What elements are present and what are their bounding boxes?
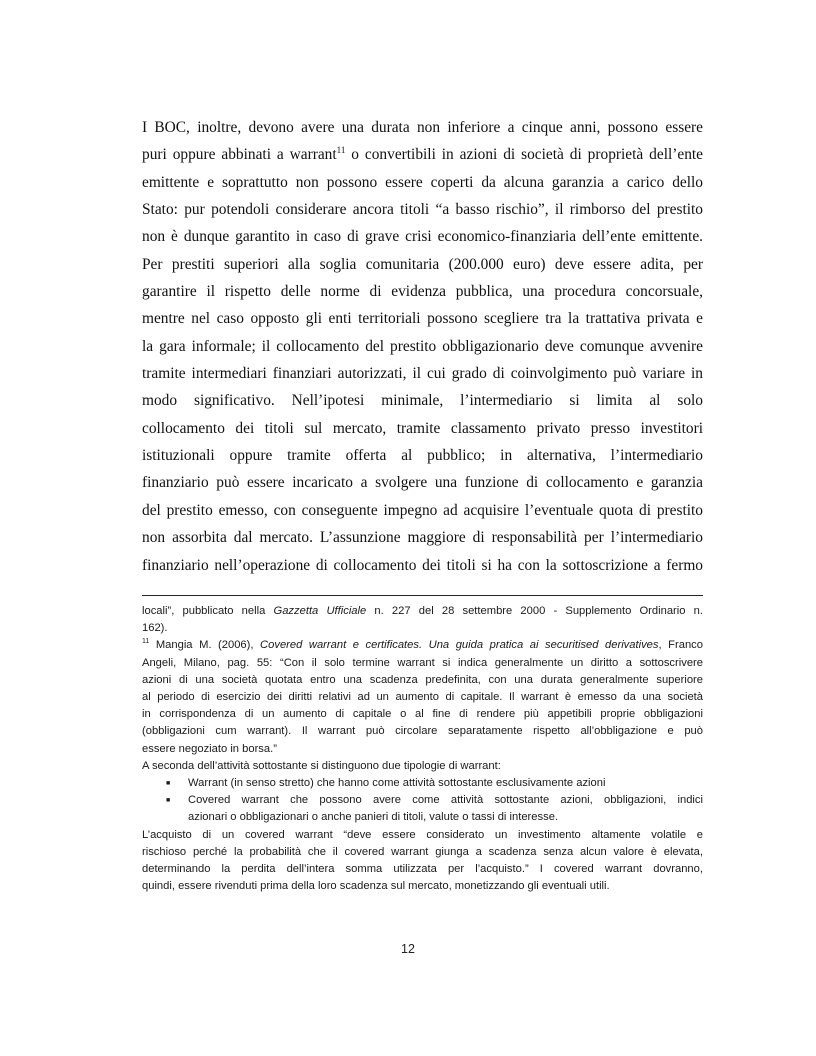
body-line-part: puri oppure abbinati a warrant — [142, 146, 337, 164]
footnote-line: azionari o obbligazionari o anche panieri di titoli, valute o tassi di interesse. — [188, 811, 559, 824]
footnote-italic: Covered warrant e certificates. Una guida pratica ai securitised derivatives — [260, 639, 659, 652]
footnote-line: essere negoziato in borsa.” — [142, 742, 277, 755]
warrant-types-list — [142, 775, 703, 827]
footnote-line: L’acquisto di un covered warrant “deve essere considerato un investimento altamente volatile e — [142, 828, 703, 841]
footnote-reference[interactable]: 11 — [336, 145, 346, 156]
body-line: collocamento dei titoli sul mercato, tramite classamento privato presso investitori — [142, 419, 703, 437]
footnote-line: Covered warrant che possono avere come attività sottostante azioni, obbligazioni, indici — [188, 794, 703, 807]
list-item — [142, 775, 703, 792]
footnote-line: quindi, essere rivenduti prima della loro scadenza sul mercato, monetizzando gli eventuali utili. — [142, 880, 610, 893]
body-line: Stato: pur potendoli considerare ancora titoli “a basso rischio”, il rimborso del prestito — [142, 201, 703, 219]
body-line: la gara informale; il collocamento del prestito obbligazionario deve comunque avvenire — [142, 337, 703, 355]
bullet-square-icon: ■ — [166, 797, 171, 805]
body-line: I BOC, inoltre, devono avere una durata non inferiore a cinque anni, possono essere — [142, 119, 703, 136]
body-line: modo significativo. Nell’ipotesi minimale, l’intermediario si limita al solo — [142, 392, 703, 410]
body-line-part: o convertibili in azioni di società di proprietà dell’ente — [345, 146, 703, 164]
body-line: mentre nel caso opposto gli enti territoriali possono scegliere tra la trattativa privata e — [142, 310, 703, 328]
body-line: Per prestiti superiori alla soglia comunitaria (200.000 euro) deve essere adita, per — [142, 255, 703, 273]
footnote-line: 162). — [142, 622, 168, 635]
body-line: del prestito emesso, con conseguente impegno ad acquisire l’eventuale quota di prestito — [142, 501, 703, 519]
footnote-line: determinando la perdita dell’intera somma utilizzata per l’acquisto.” I covered warrant dovranno, — [142, 863, 703, 876]
footnote-11 — [142, 637, 703, 757]
footnote-line: (obbligazioni cum warrant). Il warrant può circolare separatamente rispetto all’obbligazione e può — [142, 725, 703, 738]
footnote-italic: Gazzetta Ufficiale — [273, 605, 367, 617]
footnote-text: locali”, pubblicato nella — [142, 605, 274, 617]
body-line: finanziario nell’operazione di collocamento dei titoli si ha con la sottoscrizione a fermo — [142, 556, 703, 574]
body-line: finanziario può essere incaricato a svolgere una funzione di collocamento e garanzia — [142, 474, 703, 492]
footnote-line: al periodo di esercizio dei diritti relativi ad un aumento di capitale. Il warrant è emesso da una società — [142, 691, 703, 704]
footnote-line: A seconda dell’attività sottostante si distinguono due tipologie di warrant: — [142, 759, 501, 772]
footnote-text: n. 227 del 28 settembre 2000 - Supplemento Ordinario n. — [366, 605, 703, 617]
footnote-line: Warrant (in senso stretto) che hanno come attività sottostante esclusivamente azioni — [188, 777, 606, 790]
footnote-text: , Franco — [658, 639, 703, 652]
body-line: tramite intermediari finanziari autorizzati, il cui grado di coinvolgimento può variare in — [142, 365, 703, 383]
footnote-typology-intro — [142, 758, 703, 775]
footnotes-area — [142, 603, 703, 895]
body-line: emittente e soprattutto non possono essere coperti da alcuna garanzia a carico dello — [142, 173, 703, 191]
body-line: istituzionali oppure tramite offerta al pubblico; in alternativa, l’intermediario — [142, 447, 703, 465]
page-number: 12 — [401, 942, 415, 956]
footnote-line: rischioso perché la probabilità che il covered warrant giunga a scadenza senza alcun valore è elevata, — [142, 845, 703, 858]
footnote-line: Angeli, Milano, pag. 55: “Con il solo termine warrant si indica generalmente un diritto a sottoscrivere — [142, 656, 703, 669]
footnote-number: 11 — [142, 638, 150, 646]
footnote-continuation — [142, 603, 703, 637]
footnote-separator — [142, 595, 703, 596]
footnote-line: azioni di una società quotata entro una scadenza predefinita, con una durata generalmente superiore — [142, 673, 703, 686]
list-item — [142, 792, 703, 826]
body-paragraph — [142, 114, 703, 579]
body-line: non è dunque garantito in caso di grave crisi economico-finanziaria dell’ente emittente. — [142, 228, 703, 246]
footnote-line — [142, 603, 703, 620]
footnote-line: in corrispondenza di un aumento di capitale o al fine di rendere più appetibili proprie obbligazioni — [142, 708, 703, 721]
footnote-text: Mangia M. (2006), — [149, 639, 261, 652]
body-line — [142, 141, 703, 168]
bullet-square-icon: ■ — [166, 780, 171, 788]
body-line: non assorbita dal mercato. L’assunzione maggiore di responsabilità per l’intermediario — [142, 529, 703, 547]
footnote-line — [142, 637, 703, 654]
body-line: garantire il rispetto delle norme di evidenza pubblica, una procedura concorsuale, — [142, 283, 703, 301]
footnote-closing — [142, 827, 703, 896]
